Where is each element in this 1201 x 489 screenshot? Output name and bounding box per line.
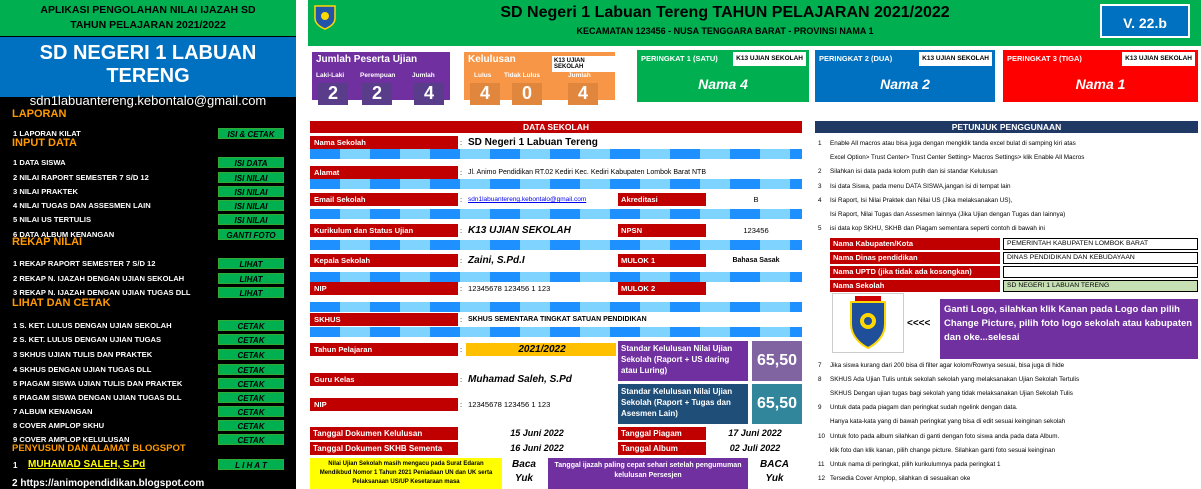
petunjuk-text: Untuk nama di peringkat, pilih kurikulumnya pada peringkat 1 (830, 460, 1001, 468)
blog-link[interactable]: 2 https://animopendidikan.blogspot.com (12, 478, 205, 489)
kop-value[interactable]: PEMERINTAH KABUPATEN LOMBOK BARAT (1003, 238, 1198, 250)
petunjuk-heading: PETUNJUK PENGGUNAAN (815, 121, 1198, 133)
menu-action-button[interactable]: CETAK (218, 434, 284, 445)
skl-2-value[interactable]: 65,50 (752, 384, 802, 424)
petunjuk-no: 1 (818, 140, 822, 147)
menu-section-title: INPUT DATA (12, 137, 77, 149)
petunjuk-line (818, 225, 1045, 232)
menu-action-button[interactable]: GANTI FOTO (218, 229, 284, 240)
logo-preview[interactable] (832, 293, 904, 353)
petunjuk-text: Untuk data pada piagam dan peringkat sudah ngelink dengan data. (830, 404, 1018, 412)
logo-preview-icon (833, 294, 903, 352)
menu-item-label: 2 NILAI RAPORT SEMESTER 7 S/D 12 (13, 173, 149, 182)
petunjuk-line (818, 168, 998, 175)
petunjuk-text: Untuk foto pada album silahkan di ganti dengan foto siswa anda pada data Album. (830, 432, 1060, 440)
menu-action-button[interactable]: LIHAT (218, 287, 284, 298)
ranking-label: PERINGKAT 3 (TIGA) (1007, 54, 1082, 63)
menu-item-label: 9 COVER AMPLOP KELULUSAN (13, 435, 130, 444)
kop-label: Nama UPTD (jika tidak ada kosongkan) (830, 266, 1000, 278)
skhus-colon: : (460, 315, 463, 324)
school-email: sdn1labuantereng.kebontalo@gmail.com (29, 93, 267, 108)
email-sekolah-value[interactable]: sdn1labuantereng.kebontalo@gmail.com (466, 193, 616, 206)
menu-item-label: 6 PIAGAM SISWA DENGAN UJIAN TUGAS DLL (13, 393, 182, 402)
petunjuk-text: Hanya kata-kata yang di bawah peringkat yang bisa di edit sesuai keinginan sekolah (830, 418, 1066, 426)
alamat-row (310, 166, 802, 179)
school-box (0, 37, 296, 108)
ranking-label: PERINGKAT 1 (SATU) (641, 54, 718, 63)
menu-action-button[interactable]: ISI NILAI (218, 214, 284, 225)
data-sekolah-heading: DATA SEKOLAH (310, 121, 802, 133)
kelulusan-tag: K13 UJIAN SEKOLAH (552, 56, 615, 72)
petunjuk-text: Isi Raport, Isi Nilai Praktek dan Nilai US (Jika melaksanakan US), (830, 197, 1013, 204)
menu-section-title: REKAP NILAI (12, 236, 83, 248)
petunjuk-text: Isi Raport, Nilai Tugas dan Assesmen lainnya (Jika Ujian dengan Tugas dan lainnya) (830, 211, 1066, 218)
tahun-pelajaran-colon: : (460, 345, 463, 354)
nama-sekolah-value[interactable]: SD Negeri 1 Labuan Tereng (466, 136, 796, 149)
tanggal-piagam-value[interactable]: 17 Juni 2022 (710, 427, 800, 440)
author-name[interactable]: MUHAMAD SALEH, S.Pd (28, 459, 146, 470)
arrow-text: <<<< (907, 318, 931, 329)
ranking-tag: K13 UJIAN SEKOLAH (1122, 52, 1195, 66)
peserta-l-value: 2 (318, 83, 348, 105)
petunjuk-line (818, 475, 970, 482)
petunjuk-line (818, 376, 1079, 383)
petunjuk-text: SKHUS Dengan ujian tugas bagi sekolah yang tidak melaksanakan Ujian Sekolah Tulis (830, 390, 1073, 398)
menu-item-label: 2 S. KET. LULUS DENGAN UJIAN TUGAS (13, 335, 162, 344)
menu-item-label: 6 DATA ALBUM KENANGAN (13, 230, 115, 239)
menu-section-title: LAPORAN (12, 108, 67, 120)
tidak-lulus-value: 0 (512, 83, 542, 105)
menu-item-label: 8 COVER AMPLOP SKHU (13, 421, 105, 430)
petunjuk-no: 7 (818, 362, 822, 369)
menu-action-button[interactable]: LIHAT (218, 273, 284, 284)
menu-action-button[interactable]: CETAK (218, 378, 284, 389)
menu-action-button[interactable]: ISI NILAI (218, 186, 284, 197)
petunjuk-text: Isi data Siswa, pada menu DATA SISWA,jangan isi di tempat lain (830, 183, 1011, 190)
petunjuk-line (818, 461, 1000, 468)
skhus-row (310, 313, 802, 326)
petunjuk-line (818, 154, 1084, 161)
petunjuk-no: 3 (818, 183, 822, 190)
page-title: SD Negeri 1 Labuan Tereng TAHUN PELAJARAN 2021/2022 (500, 4, 950, 21)
peserta-l-label: Laki-Laki (316, 72, 345, 79)
lulus-value: 4 (470, 83, 500, 105)
menu-item-label: 1 S. KET. LULUS DENGAN UJIAN SEKOLAH (13, 321, 172, 330)
nip-guru-colon: : (460, 400, 463, 409)
baca-1-button[interactable]: Baca Yuk (504, 458, 544, 489)
kepala-sekolah-value[interactable]: Zaini, S.Pd.I (466, 254, 616, 267)
tanggal-album-label: Tanggal Album (618, 442, 706, 455)
npsn-value[interactable]: 123456 (710, 224, 800, 237)
menu-action-button[interactable]: CETAK (218, 320, 284, 331)
menu-action-button[interactable]: ISI & CETAK (218, 128, 284, 139)
menu-item-label: 3 NILAI PRAKTEK (13, 187, 78, 196)
menu-item-label: 1 LAPORAN KILAT (13, 129, 81, 138)
lulus-label: Lulus (474, 72, 492, 79)
kop-label: Nama Kabupaten/Kota (830, 238, 1000, 250)
menu-item-label: 3 REKAP N. IJAZAH DENGAN UJIAN TUGAS DLL (13, 288, 191, 297)
nama-sekolah-colon: : (460, 138, 463, 147)
page-subtitle: KECAMATAN 123456 - NUSA TENGGARA BARAT - PROVINSI NAMA 1 (576, 26, 874, 36)
petunjuk-no: 4 (818, 197, 822, 204)
kelulusan-title: Kelulusan (468, 54, 516, 65)
ranking-name: Nama 4 (698, 76, 748, 92)
school-name: SD NEGERI 1 LABUAN TERENG (39, 42, 257, 87)
petunjuk-no: 2 (818, 168, 822, 175)
kepala-sekolah-colon: : (460, 256, 463, 265)
skl-1-value[interactable]: 65,50 (752, 341, 802, 381)
decorative-stripe (310, 149, 802, 159)
note-1: Nilai Ujian Sekolah masih mengacu pada Surat Edaran Mendikbud Nomor 1 Tahun 2021 Peniadaan UN dan UK serta Pelaksanaan US/UP Kesetaraan masa (310, 458, 502, 489)
petunjuk-line (818, 404, 1018, 411)
menu-action-button[interactable]: CETAK (218, 392, 284, 403)
akreditasi-value[interactable]: B (710, 193, 800, 206)
menu-item-label: 5 PIAGAM SISWA UJIAN TULIS DAN PRAKTEK (13, 379, 183, 388)
kop-value[interactable]: SD NEGERI 1 LABUAN TERENG (1003, 280, 1198, 292)
skl-1-label: Standar Kelulusan Nilai Ujian Sekolah (Raport + US daring atau Luring) (618, 341, 748, 381)
ranking-tag: K13 UJIAN SEKOLAH (733, 52, 806, 66)
skl-2-label: Standar Kelulusan Nilai Ujian Sekolah (Raport + Tugas dan Asesmen Lain) (618, 384, 748, 424)
kepala-sekolah-label: Kepala Sekolah (310, 254, 458, 267)
menu-item-label: 2 REKAP N. IJAZAH DENGAN UJIAN SEKOLAH (13, 274, 185, 283)
baca-2-button[interactable]: BACA Yuk (752, 458, 797, 489)
logo-note: Ganti Logo, silahkan klik Kanan pada Logo dan pilih Change Picture, pilih foto logo sekolah atau kabupaten dan oke...selesai (940, 299, 1198, 359)
decorative-stripe (310, 272, 802, 282)
npsn-label: NPSN (618, 224, 706, 237)
nip-kepsek-label: NIP (310, 282, 458, 295)
menu-action-button[interactable]: CETAK (218, 420, 284, 431)
menu-item-label: 4 SKHUS DENGAN UJIAN TUGAS DLL (13, 365, 152, 374)
kurikulum-value[interactable]: K13 UJIAN SEKOLAH (466, 224, 616, 237)
peserta-j-label: Jumlah (412, 72, 435, 79)
decorative-stripe (310, 327, 802, 337)
petunjuk-line (818, 140, 1076, 147)
kurikulum-label: Kurikulum dan Status Ujian (310, 224, 458, 237)
nip-guru-value[interactable]: 12345678 123456 1 123 (466, 398, 616, 411)
tahun-pelajaran-value[interactable]: 2021/2022 (466, 343, 616, 356)
petunjuk-text: Jika siswa kurang dari 200 bisa di filter agar kolom/Rownya sesuai, bisa juga di hide (830, 362, 1065, 369)
email-sekolah-label: Email Sekolah (310, 193, 458, 206)
school-logo-icon (312, 4, 338, 30)
petunjuk-no: 5 (818, 225, 822, 232)
menu-action-button[interactable]: CETAK (218, 364, 284, 375)
petunjuk-line (818, 362, 1064, 369)
ranking-box (1003, 50, 1198, 102)
petunjuk-text: isi data kop SKHU, SKHB dan Piagam sementara seperti contoh di bawah ini (830, 225, 1045, 232)
decorative-stripe (310, 209, 802, 219)
ranking-name: Nama 2 (880, 76, 930, 92)
mulok-1-value[interactable]: Bahasa Sasak (710, 254, 800, 267)
ranking-tag: K13 UJIAN SEKOLAH (919, 52, 992, 66)
petunjuk-no: 11 (818, 460, 825, 468)
app-title-line-1: APLIKASI PENGOLAHAN NILAI IJAZAH SD (40, 4, 256, 16)
version-badge: V. 22.b (1100, 4, 1190, 38)
sidebar (0, 0, 296, 489)
menu-item-label: 1 DATA SISWA (13, 158, 66, 167)
email-sekolah-colon: : (460, 195, 463, 204)
author-view-button[interactable]: L I H A T (218, 459, 284, 470)
petunjuk-no: 10 (818, 432, 826, 440)
guru-kelas-colon: : (460, 375, 463, 384)
skhus-label: SKHUS (310, 313, 458, 326)
petunjuk-no: 8 (818, 376, 822, 384)
menu-action-button[interactable]: ISI NILAI (218, 200, 284, 211)
tanggal-kelulusan-value[interactable]: 15 Juni 2022 (462, 427, 612, 440)
nama-sekolah-label: Nama Sekolah (310, 136, 458, 149)
alamat-value[interactable]: Jl. Animo Pendidikan RT.02 Kediri Kec. Kediri Kabupaten Lombok Barat NTB (466, 166, 796, 179)
petunjuk-line (818, 390, 1073, 397)
decorative-stripe (310, 240, 802, 250)
author-section-title: PENYUSUN DAN ALAMAT BLOGSPOT (12, 443, 186, 454)
petunjuk-line (818, 433, 1059, 440)
peserta-box (310, 50, 452, 102)
petunjuk-text: Silahkan isi data pada kolom putih dan isi standar Kelulusan (830, 168, 998, 175)
menu-action-button[interactable]: ISI NILAI (218, 172, 284, 183)
menu-section-title: LIHAT DAN CETAK (12, 297, 111, 309)
petunjuk-line (818, 183, 1010, 190)
menu-item-label: 5 NILAI US TERTULIS (13, 215, 92, 224)
menu-action-button[interactable]: LIHAT (218, 258, 284, 269)
nip-kepsek-colon: : (460, 284, 463, 293)
petunjuk-no: 9 (818, 404, 822, 412)
kop-label: Nama Sekolah (830, 280, 1000, 292)
menu-action-button[interactable]: ISI DATA (218, 157, 284, 168)
kelulusan-j-value: 4 (568, 83, 598, 105)
decorative-stripe (310, 302, 802, 312)
mulok-1-label: MULOK 1 (618, 254, 706, 267)
petunjuk-text: SKHUS Ada Ujian Tulis untuk sekolah sekolah yang melaksanakan Ujian Sekolah Tertulis (830, 376, 1080, 384)
akreditasi-label: Akreditasi (618, 193, 706, 206)
kelulusan-j-label: Jumlah (568, 72, 591, 79)
mulok-2-value[interactable] (710, 282, 800, 295)
tahun-pelajaran-label: Tahun Pelajaran (310, 343, 458, 356)
petunjuk-line (818, 211, 1065, 218)
menu-item-label: 1 REKAP RAPORT SEMESTER 7 S/D 12 (13, 259, 156, 268)
ranking-box (637, 50, 809, 102)
kelulusan-box (462, 50, 617, 102)
kop-value[interactable]: DINAS PENDIDIKAN DAN KEBUDAYAAN (1003, 252, 1198, 264)
petunjuk-text: Enable All macros atau bisa juga dengan mengklik tanda excel bulat di samping kiri atas (830, 140, 1076, 147)
ranking-box (815, 50, 995, 102)
nama-sekolah-row (310, 136, 802, 149)
guru-kelas-label: Guru Kelas (310, 373, 458, 386)
tanggal-kelulusan-label: Tanggal Dokumen Kelulusan (310, 427, 458, 440)
tanggal-piagam-label: Tanggal Piagam (618, 427, 706, 440)
peserta-p-value: 2 (362, 83, 392, 105)
kurikulum-colon: : (460, 226, 463, 235)
petunjuk-line (818, 418, 1065, 425)
menu-item-label: 4 NILAI TUGAS DAN ASSESMEN LAIN (13, 201, 151, 210)
peserta-j-value: 4 (414, 83, 444, 105)
app-title (0, 0, 296, 36)
menu-action-button[interactable]: CETAK (218, 334, 284, 345)
petunjuk-text: klik foto dan klik kanan, pilih change picture. Silahkan ganti foto sesuai keinginan (830, 446, 1056, 454)
alamat-colon: : (460, 168, 463, 177)
menu-action-button[interactable]: CETAK (218, 406, 284, 417)
petunjuk-line (818, 197, 1012, 204)
mulok-2-label: MULOK 2 (618, 282, 706, 295)
ranking-label: PERINGKAT 2 (DUA) (819, 54, 893, 63)
skhus-value[interactable]: SKHUS SEMENTARA TINGKAT SATUAN PENDIDIKAN (466, 313, 796, 326)
ranking-name: Nama 1 (1075, 76, 1126, 92)
petunjuk-text: Excel Option> Trust Center> Trust Center Setting> Macros Settings> klik Enable All Macros (830, 154, 1085, 161)
tanggal-album-value[interactable]: 02 Juli 2022 (710, 442, 800, 455)
decorative-stripe (310, 179, 802, 189)
menu-item-label: 3 SKHUS UJIAN TULIS DAN PRAKTEK (13, 350, 153, 359)
kop-value[interactable] (1003, 266, 1198, 278)
tanggal-skhb-label: Tanggal Dokumen SKHB Sementa (310, 442, 458, 455)
petunjuk-no: 12 (818, 474, 826, 482)
tidak-lulus-label: Tidak Lulus (504, 72, 540, 79)
app-title-line-2: TAHUN PELAJARAN 2021/2022 (70, 19, 226, 31)
nip-guru-label: NIP (310, 398, 458, 411)
alamat-label: Alamat (310, 166, 458, 179)
tanggal-skhb-value[interactable]: 16 Juni 2022 (462, 442, 612, 455)
peserta-title: Jumlah Peserta Ujian (316, 54, 418, 65)
menu-item-label: 7 ALBUM KENANGAN (13, 407, 93, 416)
peserta-p-label: Perempuan (360, 72, 396, 79)
petunjuk-text: Tersedia Cover Amplop, silahkan di sesuaikan oke (830, 474, 971, 482)
petunjuk-line (818, 447, 1055, 454)
author-no: 1 (13, 461, 18, 470)
nip-kepsek-value[interactable]: 12345678 123456 1 123 (466, 282, 616, 295)
kop-label: Nama Dinas pendidikan (830, 252, 1000, 264)
menu-action-button[interactable]: CETAK (218, 349, 284, 360)
note-2: Tanggal ijazah paling cepat sehari setelah pengumuman kelulusan Persesjen (548, 458, 748, 489)
guru-kelas-value[interactable]: Muhamad Saleh, S.Pd (466, 373, 616, 386)
